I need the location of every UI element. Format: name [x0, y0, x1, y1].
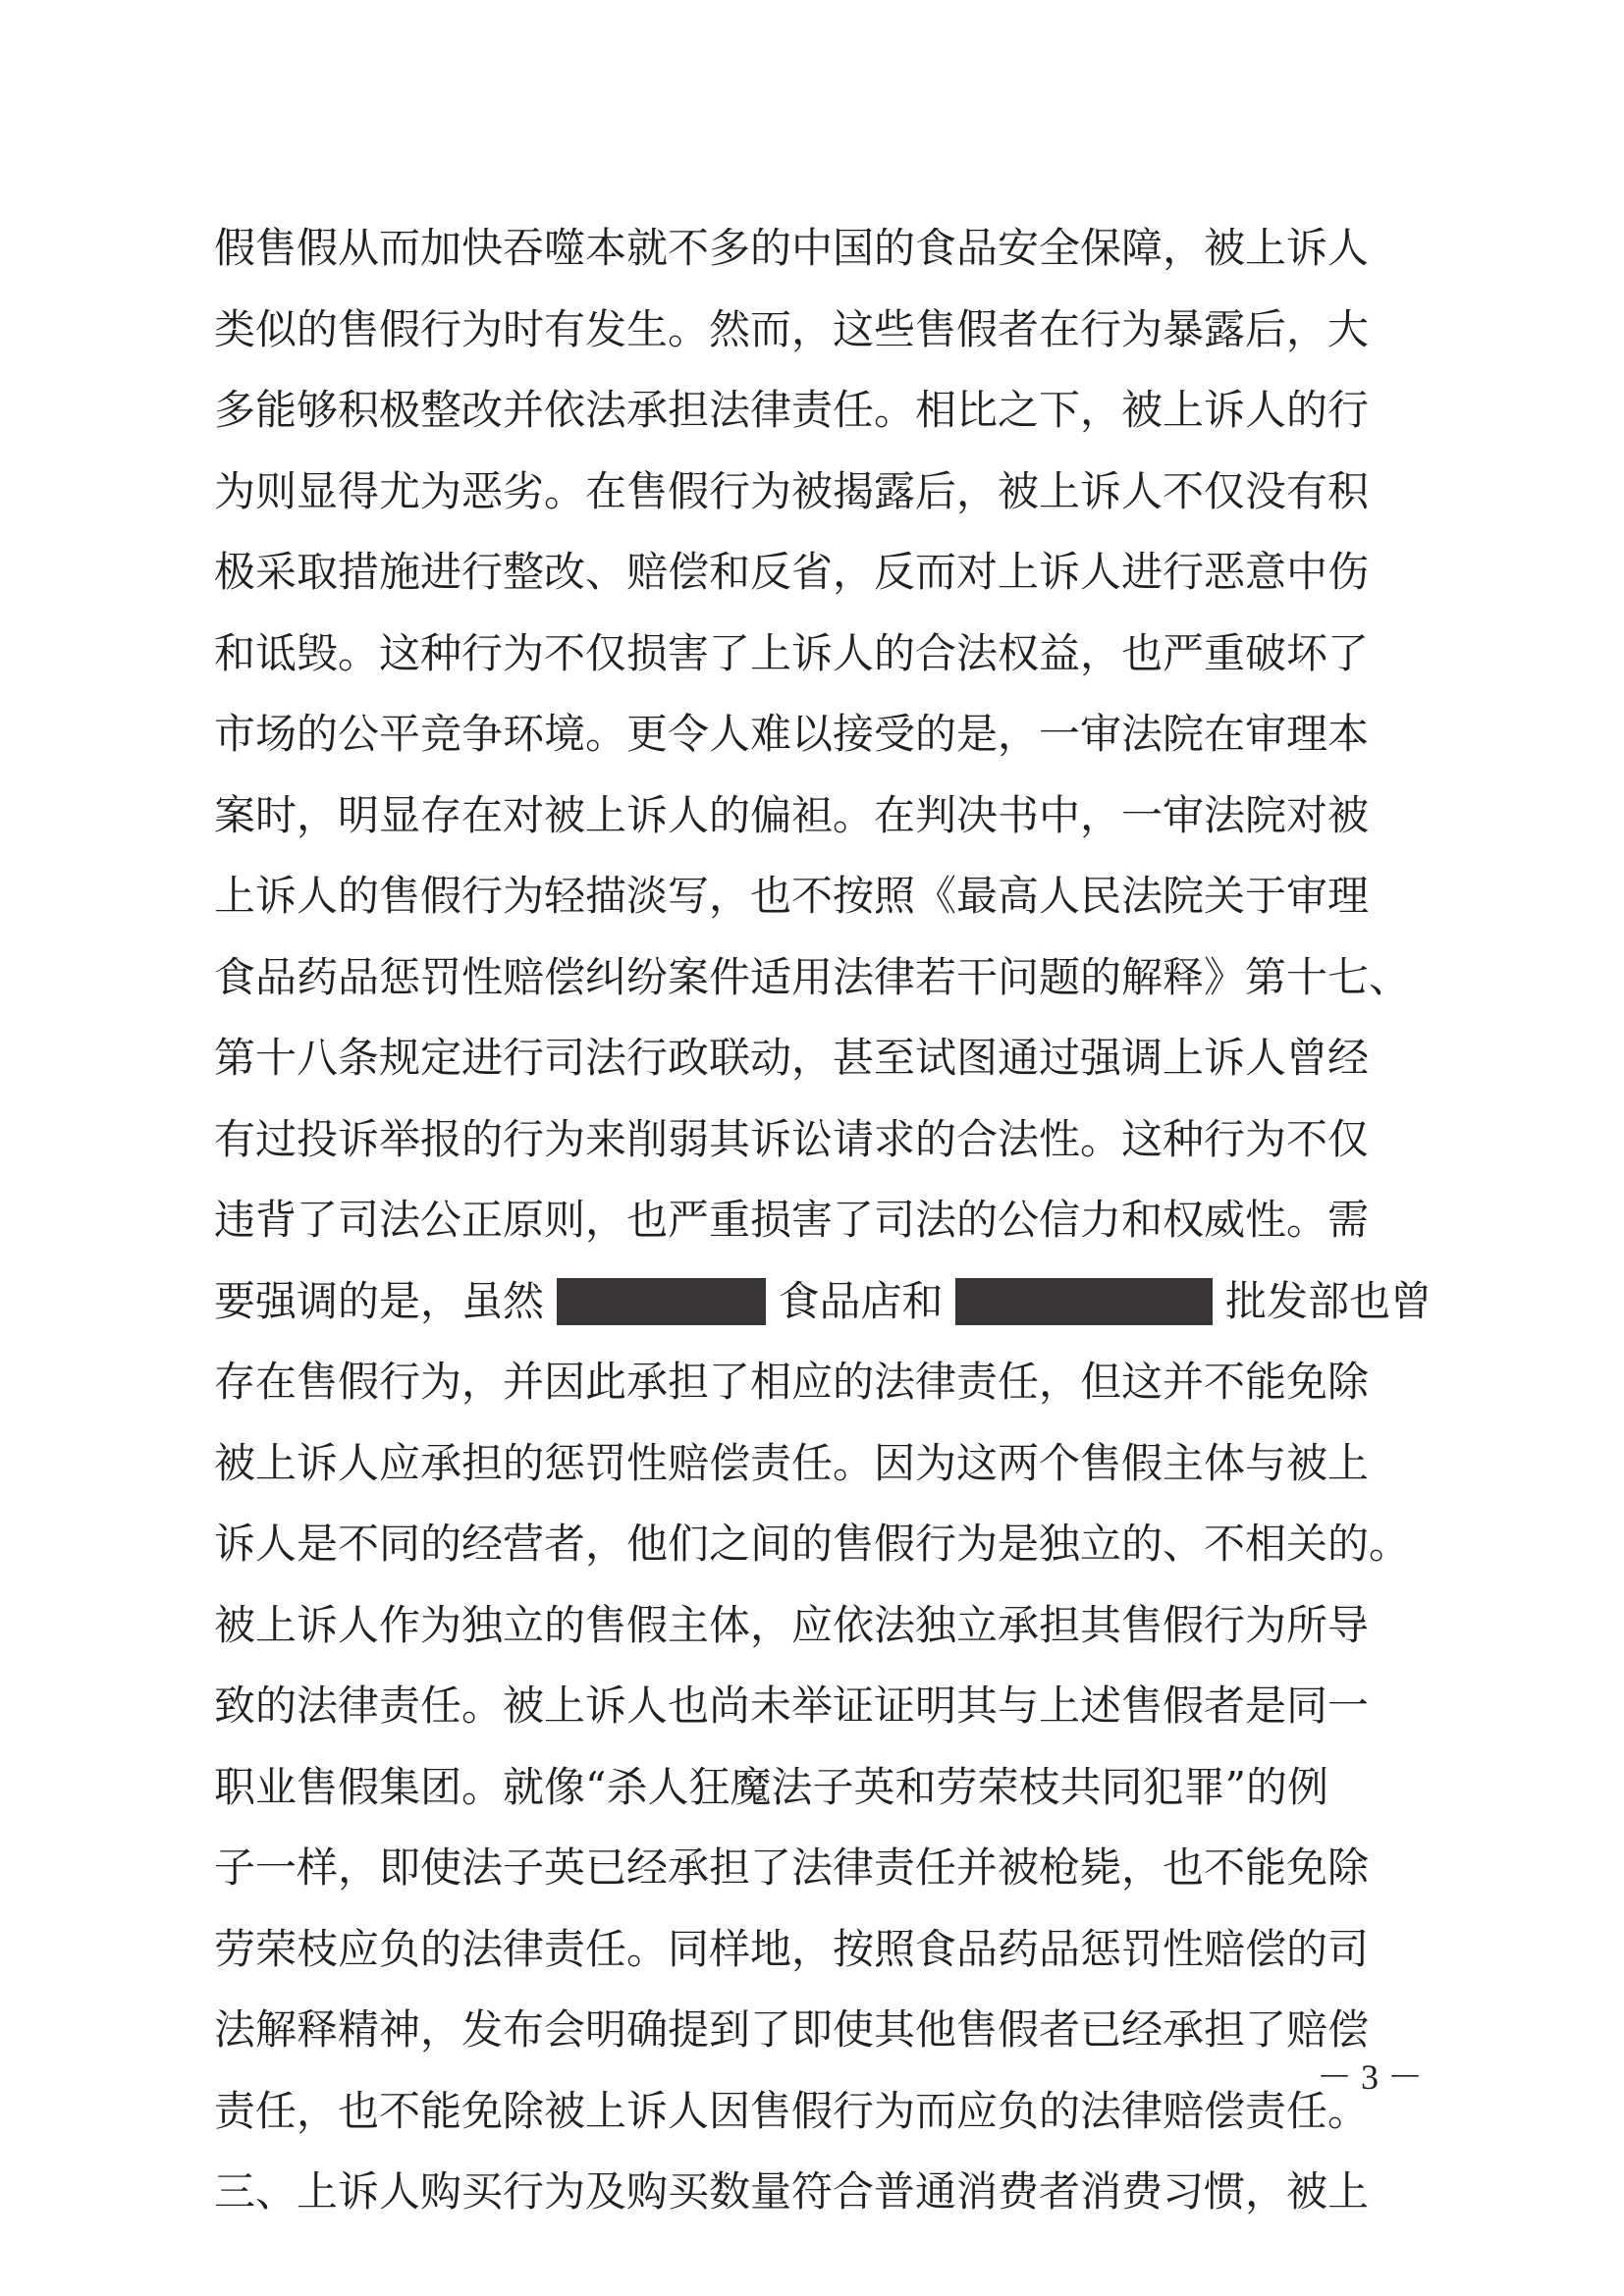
redacted-line-text-2: 食品店和 — [778, 1276, 944, 1325]
text-line: 案时，明显存在对被上诉人的偏袒。在判决书中，一审法院对被 — [214, 790, 1370, 839]
redacted-text-line — [214, 1261, 1432, 1343]
text-line: 假售假从而加快吞噬本就不多的中国的食品安全保障，被上诉人 — [214, 224, 1370, 272]
text-line: 责任，也不能免除被上诉人因售假行为而应负的法律赔偿责任。 — [214, 2086, 1370, 2135]
body-text — [214, 208, 1432, 2233]
text-line: 致的法律责任。被上诉人也尚未举证证明其与上述售假者是同一 — [214, 1682, 1370, 1730]
text-line: 法解释精神，发布会明确提到了即使其他售假者已经承担了赔偿 — [214, 2005, 1370, 2054]
text-line: 市场的公平竞争环境。更令人难以接受的是，一审法院在审理本 — [214, 710, 1370, 758]
text-line: 食品药品惩罚性赔偿纠纷案件适用法律若干问题的解释》第十七、 — [214, 952, 1411, 1001]
text-line: 有过投诉举报的行为来削弱其诉讼请求的合法性。这种行为不仅 — [214, 1114, 1370, 1163]
text-line: 类似的售假行为时有发生。然而，这些售假者在行为暴露后，大 — [214, 304, 1370, 353]
text-line: 违背了司法公正原则，也严重损害了司法的公信力和权威性。需 — [214, 1196, 1370, 1244]
text-line: 三、上诉人购买行为及购买数量符合普通消费者消费习惯，被上 — [214, 2167, 1370, 2216]
text-line: 上诉人的售假行为轻描淡写，也不按照《最高人民法院关于审理 — [214, 872, 1370, 920]
redacted-line-text-1: 要强调的是，虽然 — [214, 1276, 545, 1325]
page-number: － 3 － — [1316, 2057, 1423, 2097]
text-line: 多能够积极整改并依法承担法律责任。相比之下，被上诉人的行 — [214, 386, 1370, 434]
text-line: 极采取措施进行整改、赔偿和反省，反而对上诉人进行恶意中伤 — [214, 548, 1370, 596]
text-line: 第十八条规定进行司法行政联动，甚至试图通过强调上诉人曾经 — [214, 1034, 1370, 1082]
text-line: 为则显得尤为恶劣。在售假行为被揭露后，被上诉人不仅没有积 — [214, 466, 1370, 515]
text-line: 和诋毁。这种行为不仅损害了上诉人的合法权益，也严重破坏了 — [214, 628, 1370, 677]
text-line: 劳荣枝应负的法律责任。同样地，按照食品药品惩罚性赔偿的司 — [214, 1924, 1370, 1973]
text-line: 被上诉人应承担的惩罚性赔偿责任。因为这两个售假主体与被上 — [214, 1438, 1370, 1487]
text-line: 诉人是不同的经营者，他们之间的售假行为是独立的、不相关的。 — [214, 1520, 1411, 1568]
text-line: 子一样，即使法子英已经承担了法律责任并被枪毙，也不能免除 — [214, 1843, 1370, 1892]
redaction-block — [955, 1278, 1213, 1325]
text-line: 职业售假集团。就像“杀人狂魔法子英和劳荣枝共同犯罪”的例 — [214, 1762, 1328, 1811]
redaction-block — [557, 1278, 766, 1325]
redacted-line-text-3: 批发部也曾 — [1224, 1276, 1432, 1325]
text-line: 被上诉人作为独立的售假主体，应依法独立承担其售假行为所导 — [214, 1600, 1370, 1649]
text-line: 存在售假行为，并因此承担了相应的法律责任，但这并不能免除 — [214, 1358, 1370, 1406]
